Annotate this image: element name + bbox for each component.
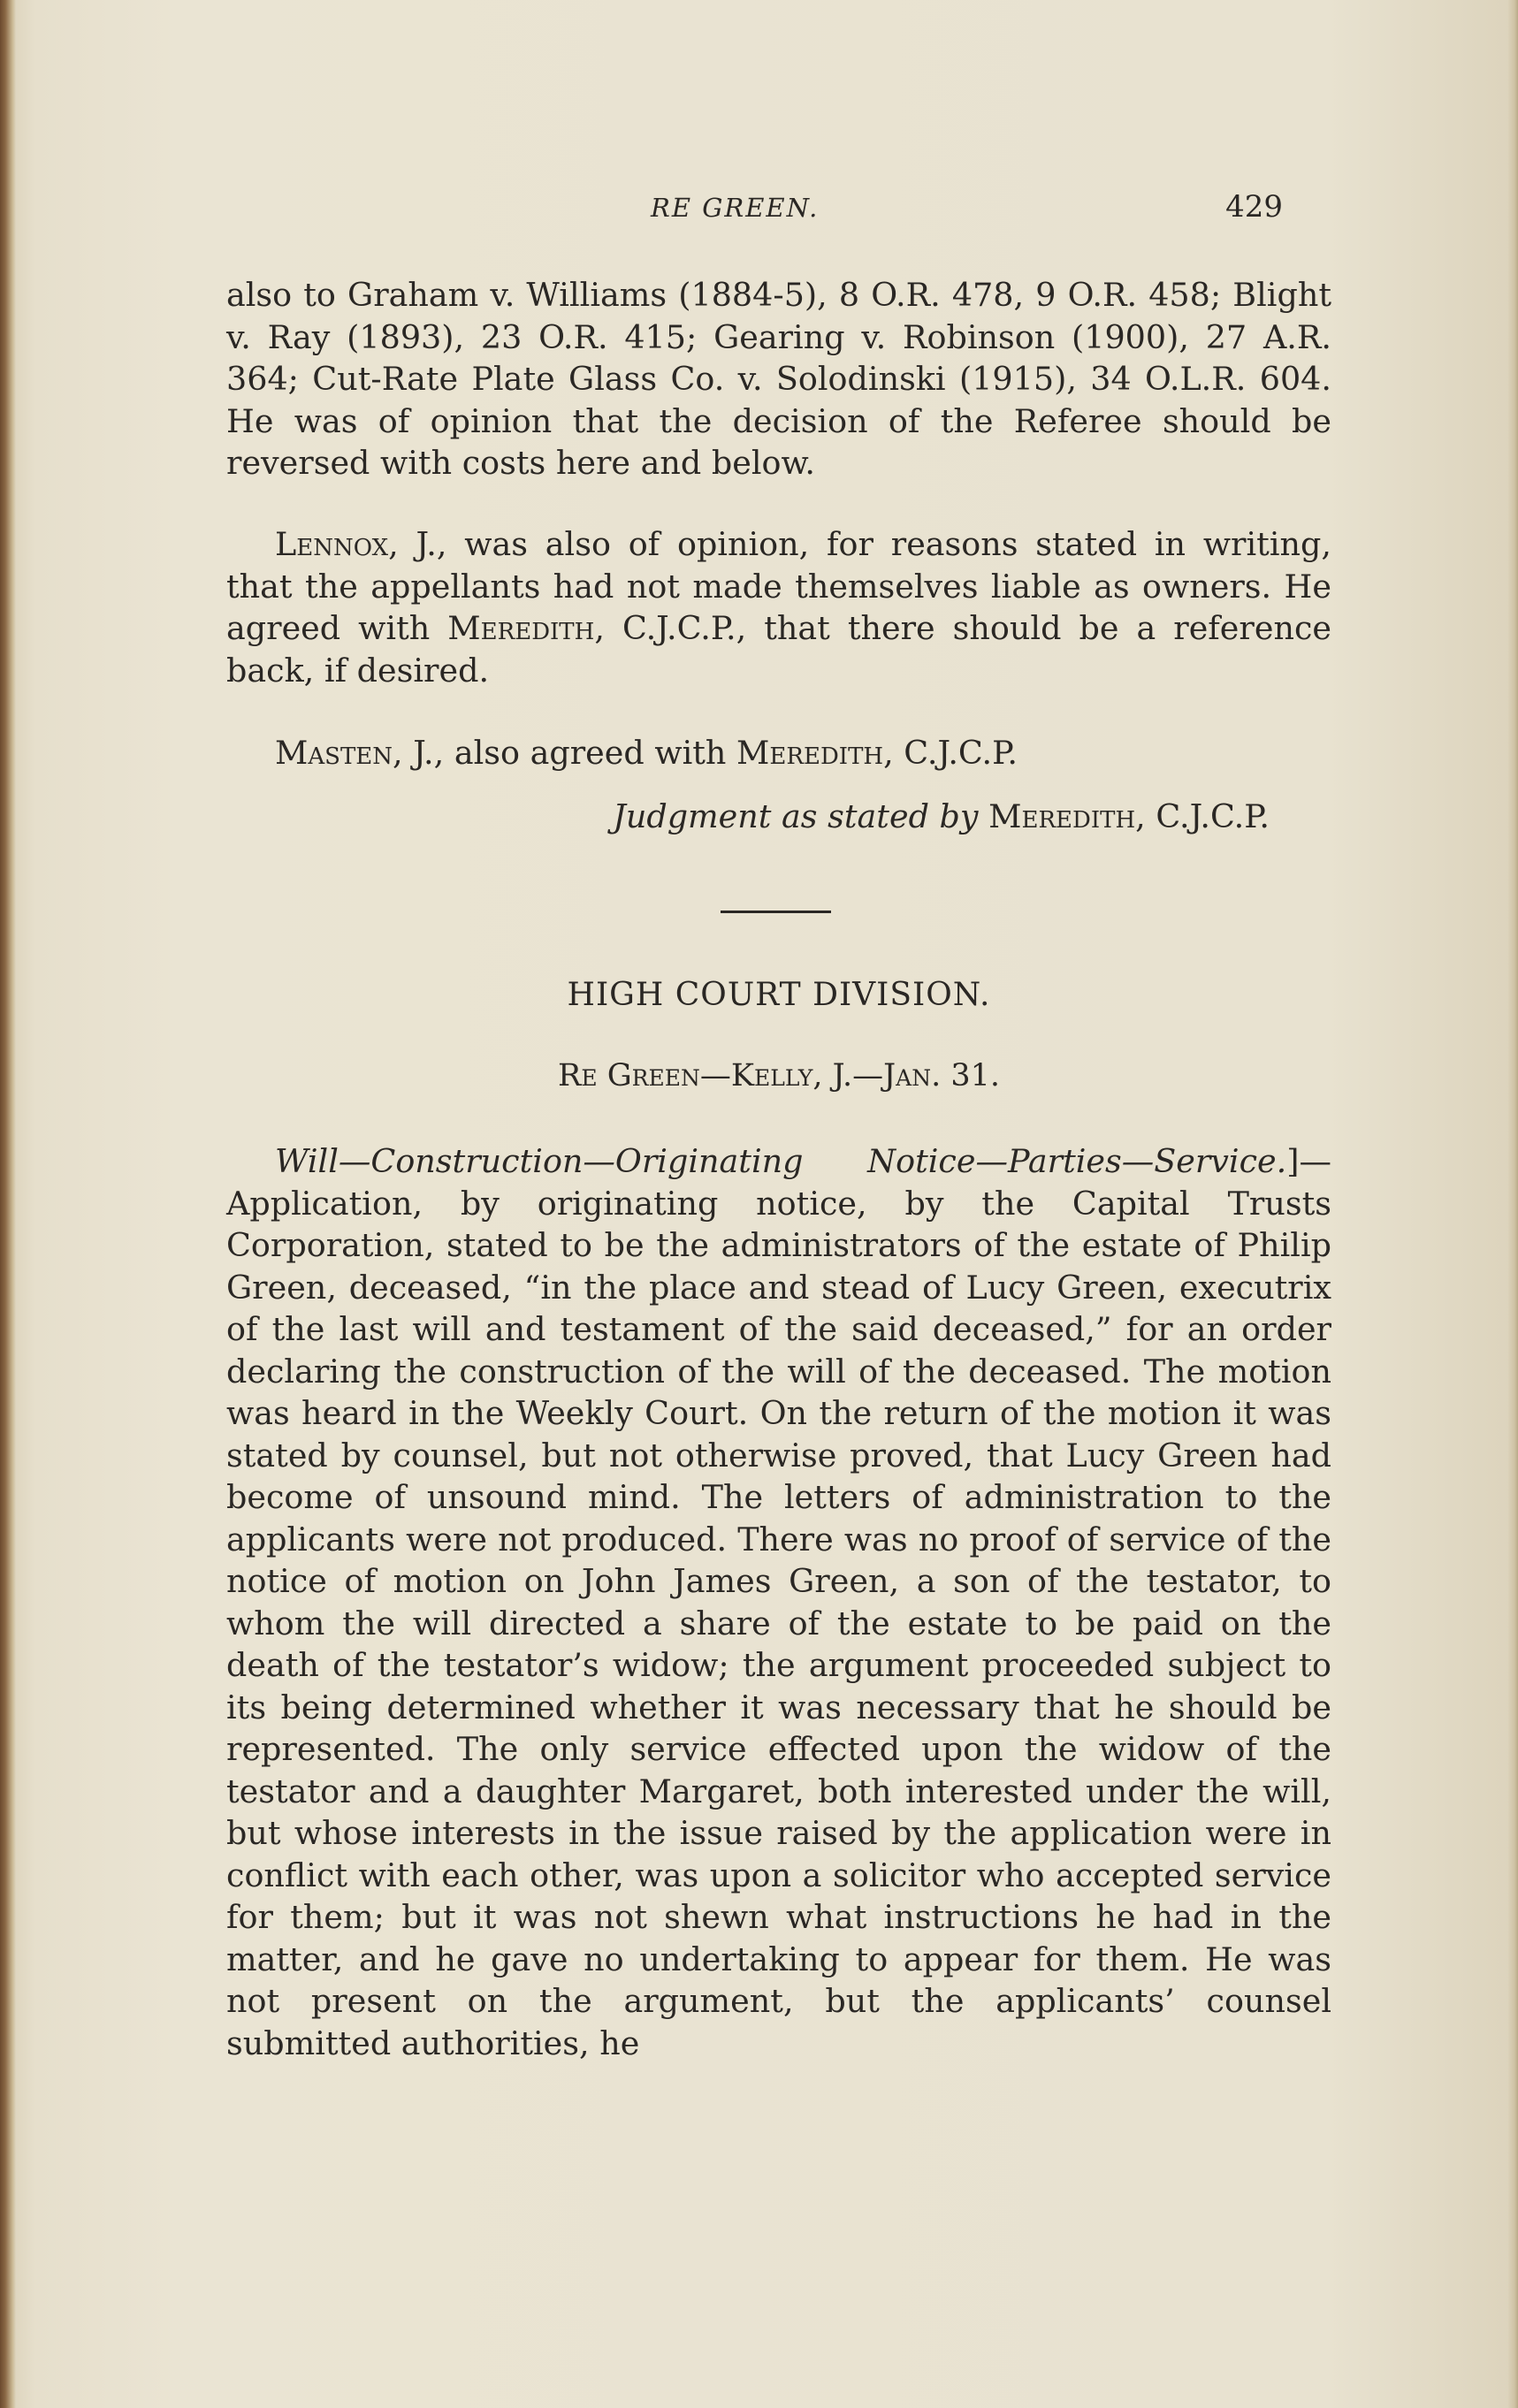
case-name: Re Green (558, 1058, 700, 1094)
judge-name: Lennox (275, 525, 389, 563)
continuation-paragraph (226, 274, 1331, 484)
lennox-paragraph (226, 523, 1331, 691)
paragraph-text (226, 732, 1331, 774)
case-judge: Kelly (730, 1058, 813, 1094)
judge-name: Meredith (736, 734, 884, 772)
headnote: Will—Construction—Originating Notice—Parties—Service. (275, 1142, 1287, 1180)
judge-name: Meredith (988, 797, 1136, 835)
judge-name: Meredith (447, 609, 595, 647)
paragraph-segment: , C.J.C.P., that there should be a reference back, if desired. (226, 609, 1331, 690)
paragraph-text (226, 523, 1331, 691)
section-heading: HIGH COURT DIVISION. (567, 977, 991, 1013)
running-header (226, 189, 1283, 246)
case-date-month: Jan. (883, 1058, 942, 1094)
judgment-italic: Judgment as stated by (613, 797, 989, 835)
judgment-line (226, 796, 1270, 838)
masten-paragraph (226, 732, 1331, 774)
case-body (226, 1140, 1331, 2064)
paragraph-text (226, 796, 1270, 838)
paragraph-segment: , C.J.C.P. (883, 734, 1018, 772)
paragraph-text: also to Graham v. Williams (1884-5), 8 O.R. 478, 9 O.R. 458; Blight v. Ray (1893), 23 O.R. 415; Gearing v. Robinson (1900), 27 A.R. 364; Cut-Rate Plate Glass Co. v. Solodinski (1915), 34 O.L.R. 604. He was of opinion that the decision of the Referee should be reversed with costs here and below. (226, 276, 1331, 482)
case-title (226, 1058, 1331, 1094)
page-outer-edge (1507, 0, 1518, 2408)
paragraph-segment: , J., was also of opinion, for reasons stated in writing, that the appellants had not made themselves liable as owners. He agreed with (226, 525, 1331, 647)
case-body-text (226, 1140, 1331, 2064)
page-binding-edge (0, 0, 16, 2408)
headnote-bracket: ] (1286, 1142, 1300, 1180)
case-dash: — (699, 1058, 731, 1094)
case-date-day: 31. (941, 1058, 1000, 1094)
paragraph-segment: , C.J.C.P. (1135, 797, 1270, 835)
page-number: 429 (1225, 189, 1283, 225)
judge-name: Masten (275, 734, 393, 772)
paragraph-segment: , J., also agreed with (393, 734, 737, 772)
running-title: RE GREEN. (651, 193, 820, 223)
case-judge-suffix: , J.— (812, 1058, 884, 1094)
body-text: —Application, by originating notice, by the Capital Trusts Corporation, stated to be the administrators of the estate of Philip Green, deceased, “in the place and stead of Lucy Green, executrix of the last will and testament of the said deceased,” for an order declaring the construction of the will of the deceased. The motion was heard in the Weekly Court. On the return of the motion it was stated by counsel, but not otherwise proved, that Lucy Green had become of unsound mind. The letters of administration to the applicants were not produced. There was no proof of service of the notice of motion on John James Green, a son of the testator, to whom the will directed a share of the estate to be paid on the death of the testator’s widow; the argument proceeded subject to its being determined whether it was necessary that he should be represented. The only service effected upon the widow of the testator and a daughter Margaret, both interested under the will, but whose interests in the issue raised by the application were in conflict with each other, was upon a solicitor who accepted service for them; but it was not shewn what instructions he had in the matter, and he gave no undertaking to appear for them. He was not present on the argument, but the applicants’ counsel submitted authorities, he (226, 1142, 1331, 2062)
section-divider (721, 911, 831, 913)
